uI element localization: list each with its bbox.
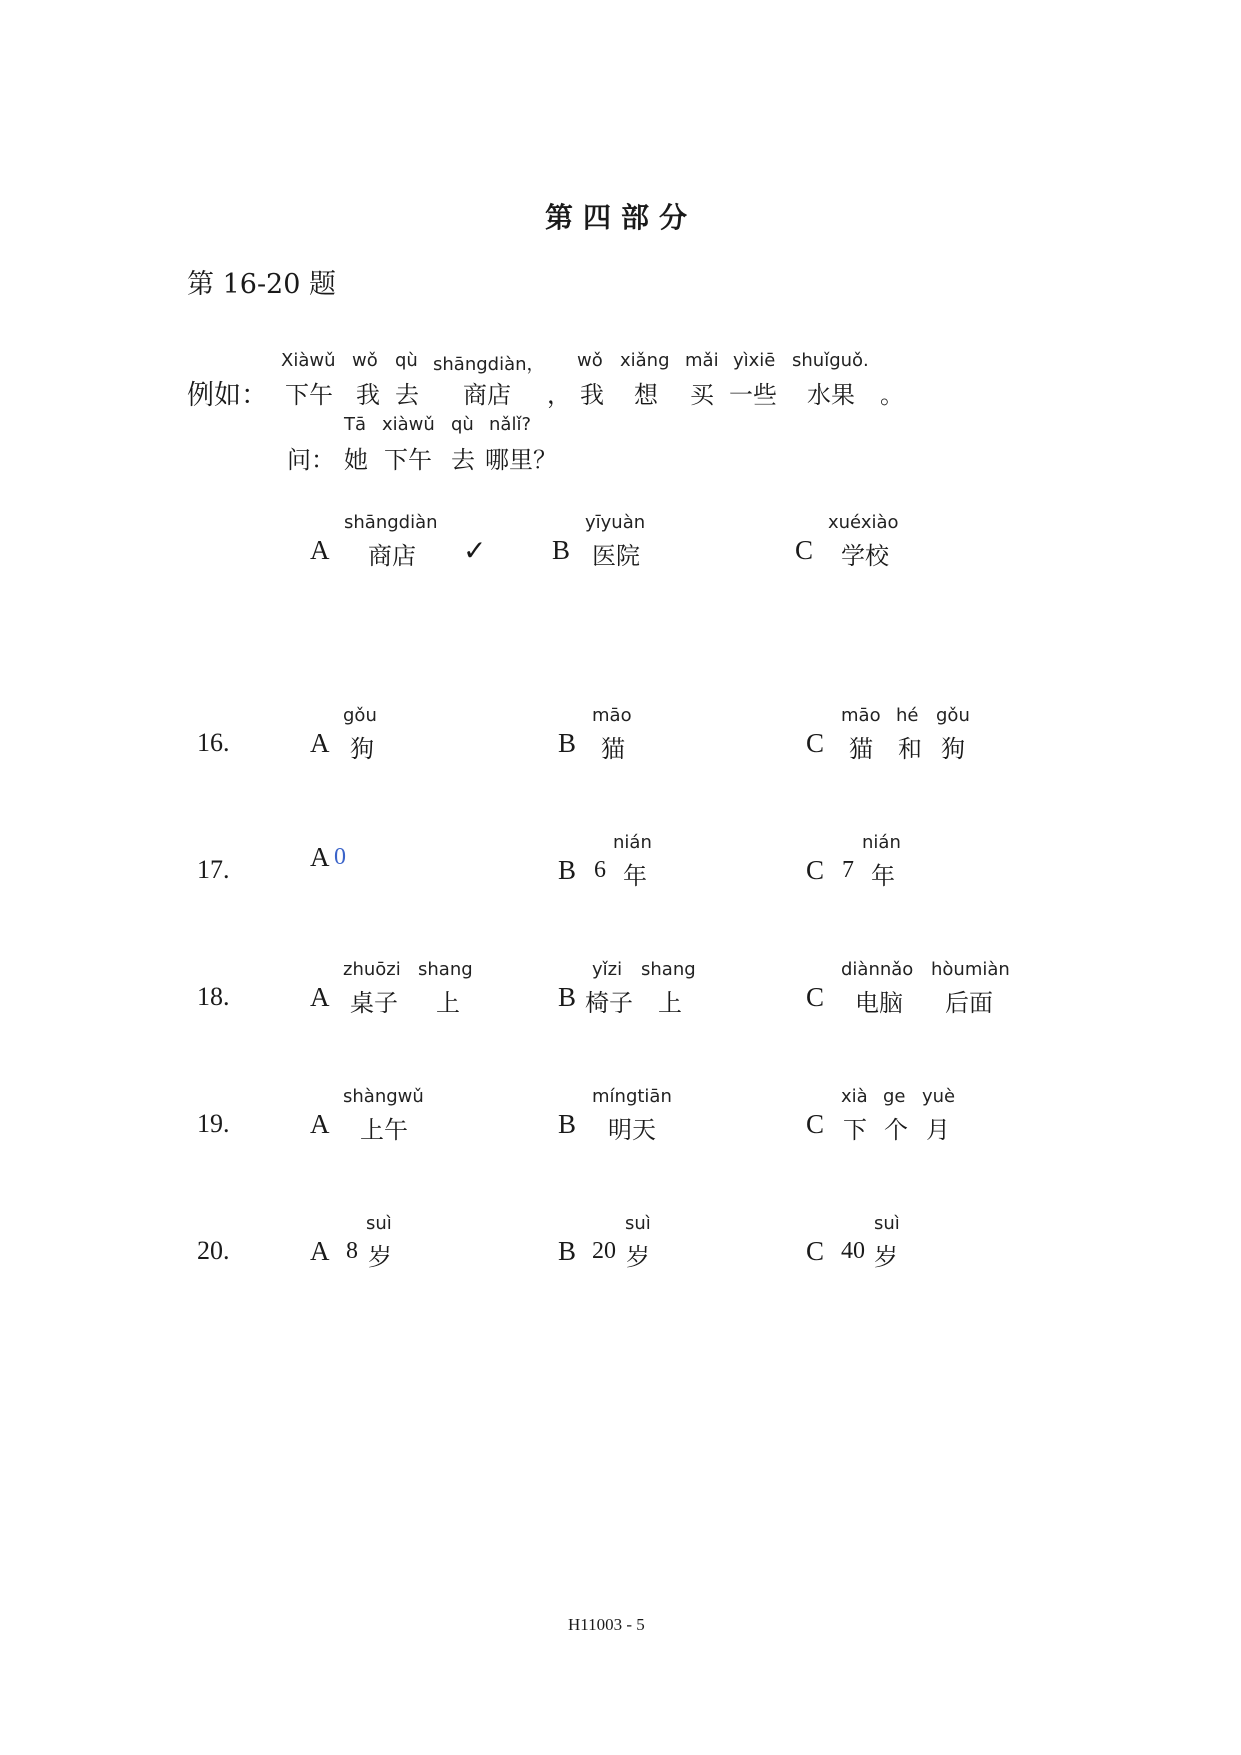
q18-c-pinyin-1: hòumiàn — [931, 959, 1010, 980]
q16-a-letter[interactable]: A — [310, 728, 330, 758]
q20-b-letter[interactable]: B — [558, 1236, 577, 1266]
q18-b-text-0: 椅子 — [585, 989, 633, 1017]
example-label: 例如： — [187, 380, 268, 411]
question-pinyin-2: qù — [451, 414, 474, 435]
q19-c-text-0: 下 — [843, 1116, 867, 1144]
q20-a-letter[interactable]: A — [310, 1236, 330, 1266]
example-option-b-letter: B — [552, 535, 571, 565]
example-char-6: 想 — [634, 381, 658, 409]
q17-c-text-1: 年 — [871, 862, 895, 890]
q20-c-letter[interactable]: C — [806, 1236, 825, 1266]
example-pinyin-8: shuǐguǒ. — [792, 350, 869, 371]
q16-c-pinyin-0: māo — [841, 705, 881, 726]
q17-c-pinyin: nián — [862, 832, 901, 853]
example-option-b-pinyin: yīyuàn — [585, 512, 646, 533]
q19-a-letter[interactable]: A — [310, 1109, 330, 1139]
q17-c-text-0: 7 — [842, 857, 854, 883]
example-pinyin-1: wǒ — [352, 350, 378, 371]
example-char-3: 商店 — [463, 381, 511, 409]
q18-c-text-1: 后面 — [945, 989, 993, 1017]
q17-a-letter[interactable]: A — [310, 842, 330, 872]
q16-b-pinyin: māo — [592, 705, 632, 726]
q20-c-pinyin: suì — [874, 1213, 900, 1234]
q18-c-pinyin-0: diànnǎo — [841, 959, 914, 980]
example-char-5: 我 — [580, 381, 604, 409]
page-footer: H11003 - 5 — [568, 1615, 645, 1634]
question-char-2: 去 — [451, 446, 475, 474]
q17-b-letter[interactable]: B — [558, 855, 577, 885]
q19-a-pinyin: shàngwǔ — [343, 1086, 424, 1107]
q18-a-text-0: 桌子 — [350, 989, 398, 1017]
example-option-c-letter: C — [795, 535, 814, 565]
q20-a-pinyin: suì — [366, 1213, 392, 1234]
q16-b-letter[interactable]: B — [558, 728, 577, 758]
checkmark-icon: ✓ — [463, 534, 487, 567]
q19-c-letter[interactable]: C — [806, 1109, 825, 1139]
question-19-number: 19. — [197, 1109, 230, 1138]
q18-a-text-1: 上 — [436, 989, 460, 1017]
q18-b-pinyin-0: yǐzi — [592, 959, 623, 980]
q19-b-pinyin: míngtiān — [592, 1086, 672, 1107]
example-char-4: ， — [547, 381, 571, 409]
example-option-a-letter: A — [310, 535, 330, 565]
question-18-number: 18. — [197, 982, 230, 1011]
q16-a-pinyin: gǒu — [343, 705, 377, 726]
q20-b-text-0: 20 — [592, 1238, 616, 1264]
example-pinyin-7: yìxiē — [733, 350, 776, 371]
example-option-c-text: 学校 — [841, 542, 889, 570]
question-pinyin-1: xiàwǔ — [382, 414, 435, 435]
q18-b-text-1: 上 — [658, 989, 682, 1017]
q16-c-pinyin-2: gǒu — [936, 705, 970, 726]
example-char-10: 。 — [880, 381, 904, 409]
q19-b-text: 明天 — [608, 1116, 656, 1144]
example-char-7: 买 — [690, 381, 714, 409]
question-pinyin-3: nǎlǐ? — [489, 414, 531, 435]
example-pinyin-5: xiǎng — [620, 350, 670, 371]
example-pinyin-4: wǒ — [577, 350, 603, 371]
q16-a-text: 狗 — [350, 735, 374, 763]
q18-a-pinyin-1: shang — [418, 959, 473, 980]
example-char-8: 一些 — [729, 381, 777, 409]
q20-b-text-1: 岁 — [626, 1243, 650, 1271]
q17-b-text-0: 6 — [594, 857, 606, 883]
q19-c-text-1: 个 — [884, 1116, 908, 1144]
example-option-c-pinyin: xuéxiào — [828, 512, 899, 533]
q18-b-letter[interactable]: B — [558, 982, 577, 1012]
q16-b-text: 猫 — [601, 735, 625, 763]
question-16-number: 16. — [197, 728, 230, 757]
q19-c-pinyin-2: yuè — [922, 1086, 956, 1107]
q16-c-text-0: 猫 — [849, 735, 873, 763]
q17-a-text: 0 — [334, 844, 346, 870]
q20-a-text-1: 岁 — [368, 1243, 392, 1271]
question-pinyin-0: Tā — [344, 414, 367, 435]
question-label: 问： — [287, 446, 335, 474]
question-char-0: 她 — [344, 446, 368, 474]
q16-c-letter[interactable]: C — [806, 728, 825, 758]
question-20-number: 20. — [197, 1236, 230, 1265]
q18-b-pinyin-1: shang — [641, 959, 696, 980]
q19-b-letter[interactable]: B — [558, 1109, 577, 1139]
q19-c-pinyin-1: ge — [883, 1086, 906, 1107]
section-title: 第四部分 — [545, 201, 698, 234]
q17-b-pinyin: nián — [613, 832, 652, 853]
example-option-a-text: 商店 — [368, 542, 416, 570]
q16-c-pinyin-1: hé — [896, 705, 919, 726]
example-pinyin-2: qù — [395, 350, 418, 371]
q17-c-letter[interactable]: C — [806, 855, 825, 885]
q20-c-text-0: 40 — [841, 1238, 865, 1264]
q19-c-pinyin-0: xià — [841, 1086, 868, 1107]
example-char-1: 我 — [356, 381, 380, 409]
q16-c-text-1: 和 — [898, 735, 922, 763]
q18-c-letter[interactable]: C — [806, 982, 825, 1012]
example-option-b-text: 医院 — [592, 542, 640, 570]
example-char-2: 去 — [395, 381, 419, 409]
question-17-number: 17. — [197, 855, 230, 884]
example-pinyin-0: Xiàwǔ — [281, 350, 336, 371]
example-option-a-pinyin: shāngdiàn — [344, 512, 438, 533]
q18-a-pinyin-0: zhuōzi — [343, 959, 401, 980]
q17-b-text-1: 年 — [623, 862, 647, 890]
q18-c-text-0: 电脑 — [855, 989, 903, 1017]
question-char-1: 下午 — [384, 446, 432, 474]
example-pinyin-6: mǎi — [685, 350, 719, 371]
q20-a-text-0: 8 — [346, 1238, 358, 1264]
question-range: 第 16-20 题 — [187, 269, 337, 300]
question-char-3: 哪里？ — [485, 446, 557, 474]
example-pinyin-3: shāngdiàn， — [433, 354, 545, 375]
example-char-0: 下午 — [285, 381, 333, 409]
q18-a-letter[interactable]: A — [310, 982, 330, 1012]
q20-c-text-1: 岁 — [874, 1243, 898, 1271]
q20-b-pinyin: suì — [625, 1213, 651, 1234]
example-char-9: 水果 — [807, 381, 855, 409]
q19-a-text: 上午 — [360, 1116, 408, 1144]
q19-c-text-2: 月 — [926, 1116, 950, 1144]
q16-c-text-2: 狗 — [941, 735, 965, 763]
